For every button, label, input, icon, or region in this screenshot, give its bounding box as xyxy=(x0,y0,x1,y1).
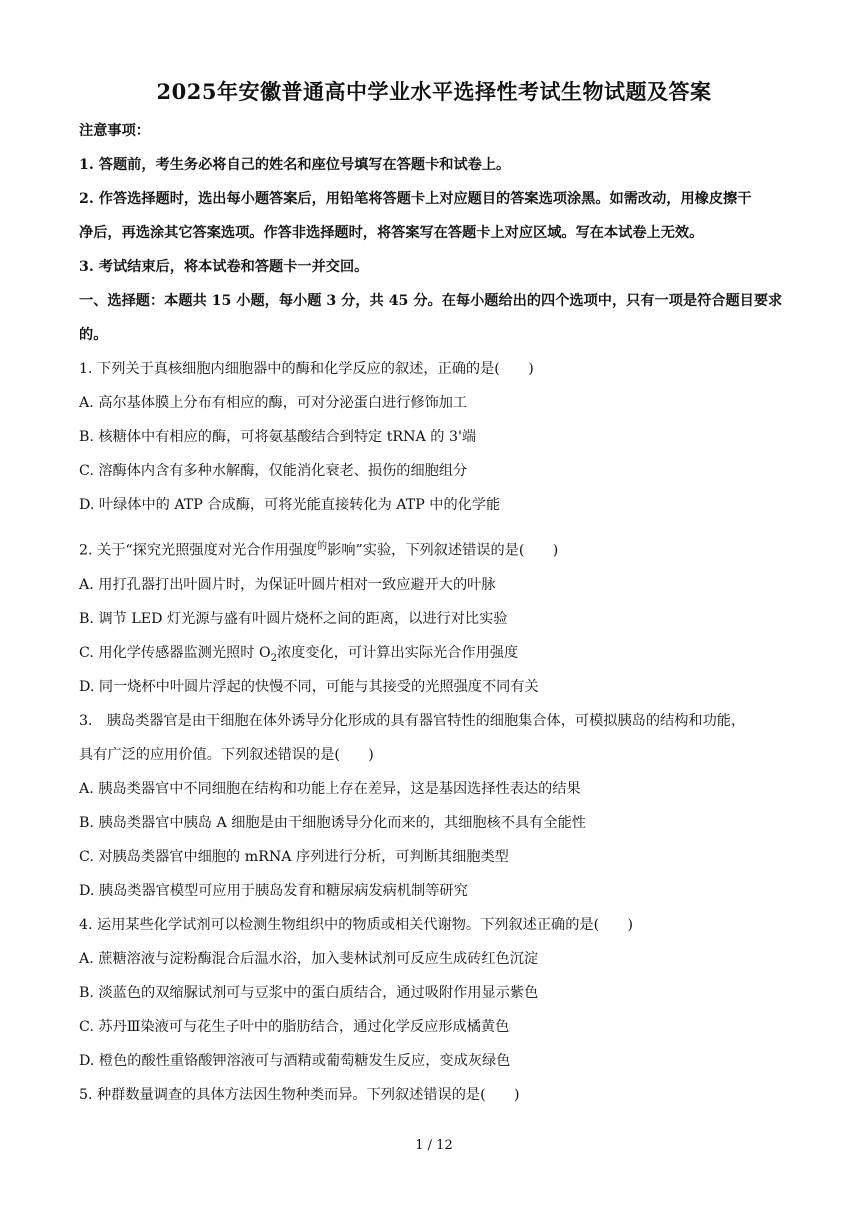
q2-option-d: D. 同一烧杯中叶圆片浮起的快慢不同，可能与其接受的光照强度不同有关 xyxy=(79,679,539,695)
q3-option-d: D. 胰岛类器官模型可应用于胰岛发育和糖尿病发病机制等研究 xyxy=(79,883,468,899)
q3-stem-cont: 具有广泛的应用价值。下列叙述错误的是( ) xyxy=(79,747,374,763)
page-number: 1 / 12 xyxy=(415,1138,453,1153)
q1-option-a: A. 高尔基体膜上分布有相应的酶，可对分泌蛋白进行修饰加工 xyxy=(79,395,468,411)
q4-option-b: B. 淡蓝色的双缩脲试剂可与豆浆中的蛋白质结合，通过吸附作用显示紫色 xyxy=(79,985,539,1001)
q2-stem-sup: 的 xyxy=(317,541,328,552)
q1-option-d: D. 叶绿体中的 ATP 合成酶，可将光能直接转化为 ATP 中的化学能 xyxy=(79,497,501,513)
notes-item-2: 2. 作答选择题时，选出每小题答案后，用铅笔将答题卡上对应题目的答案选项涂黑。如需改动，用橡皮擦干 xyxy=(79,191,752,207)
q1-option-c: C. 溶酶体内含有多种水解酶，仅能消化衰老、损伤的细胞组分 xyxy=(79,463,468,479)
page-title: 2025年安徽普通高中学业水平选择性考试生物试题及答案 xyxy=(156,79,712,104)
q2-option-c-post: 浓度变化，可计算出实际光合作用强度 xyxy=(276,645,519,661)
q2-stem-post: 影响”实验，下列叙述错误的是( ) xyxy=(327,542,559,559)
q2-option-c-sub: 2 xyxy=(270,652,277,664)
q2-stem-pre: 2. 关于“探究光照强度对光合作用强度 xyxy=(79,542,318,559)
q4-option-a: A. 蔗糖溶液与淀粉酶混合后温水浴，加入斐林试剂可反应生成砖红色沉淀 xyxy=(79,951,539,967)
notes-item-2-cont: 净后，再选涂其它答案选项。作答非选择题时，将答案写在答题卡上对应区域。写在本试卷上无效。 xyxy=(79,225,704,241)
section-heading: 一、选择题：本题共 15 小题，每小题 3 分，共 45 分。在每小题给出的四个选项中，只有一项是符合题目要求 xyxy=(79,293,783,309)
q2-option-c-pre: C. 用化学传感器监测光照时 O xyxy=(79,645,271,661)
notes-item-1: 1. 答题前，考生务必将自己的姓名和座位号填写在答题卡和试卷上。 xyxy=(79,157,511,173)
q4-option-c: C. 苏丹Ⅲ染液可与花生子叶中的脂肪结合，通过化学反应形成橘黄色 xyxy=(79,1019,510,1035)
q4-option-d: D. 橙色的酸性重铬酸钾溶液可与酒精或葡萄糖发生反应，变成灰绿色 xyxy=(79,1053,511,1069)
q2-option-a: A. 用打孔器打出叶圆片时，为保证叶圆片相对一致应避开大的叶脉 xyxy=(79,577,496,593)
q3-stem: 3. 胰岛类器官是由干细胞在体外诱导分化形成的具有器官特性的细胞集合体，可模拟胰岛的结构和功能， xyxy=(79,713,746,729)
q2-option-c xyxy=(79,643,799,669)
q2-stem xyxy=(79,537,799,561)
q1-stem: 1. 下列关于真核细胞内细胞器中的酶和化学反应的叙述，正确的是( ) xyxy=(79,361,534,377)
q5-stem: 5. 种群数量调查的具体方法因生物种类而异。下列叙述错误的是( ) xyxy=(79,1087,520,1103)
q4-stem: 4. 运用某些化学试剂可以检测生物组织中的物质或相关代谢物。下列叙述正确的是( ) xyxy=(79,917,634,933)
q1-option-b: B. 核糖体中有相应的酶，可将氨基酸结合到特定 tRNA 的 3'端 xyxy=(79,429,477,445)
q3-option-a: A. 胰岛类器官中不同细胞在结构和功能上存在差异，这是基因选择性表达的结果 xyxy=(79,781,581,797)
q3-option-b: B. 胰岛类器官中胰岛 A 细胞是由干细胞诱导分化而来的，其细胞核不具有全能性 xyxy=(79,815,586,831)
q3-option-c: C. 对胰岛类器官中细胞的 mRNA 序列进行分析，可判断其细胞类型 xyxy=(79,849,509,865)
notes-item-3: 3. 考试结束后，将本试卷和答题卡一并交回。 xyxy=(79,259,369,275)
notes-heading: 注意事项： xyxy=(79,123,150,139)
q2-option-b: B. 调节 LED 灯光源与盛有叶圆片烧杯之间的距离，以进行对比实验 xyxy=(79,611,508,627)
section-heading-cont: 的。 xyxy=(79,327,108,343)
